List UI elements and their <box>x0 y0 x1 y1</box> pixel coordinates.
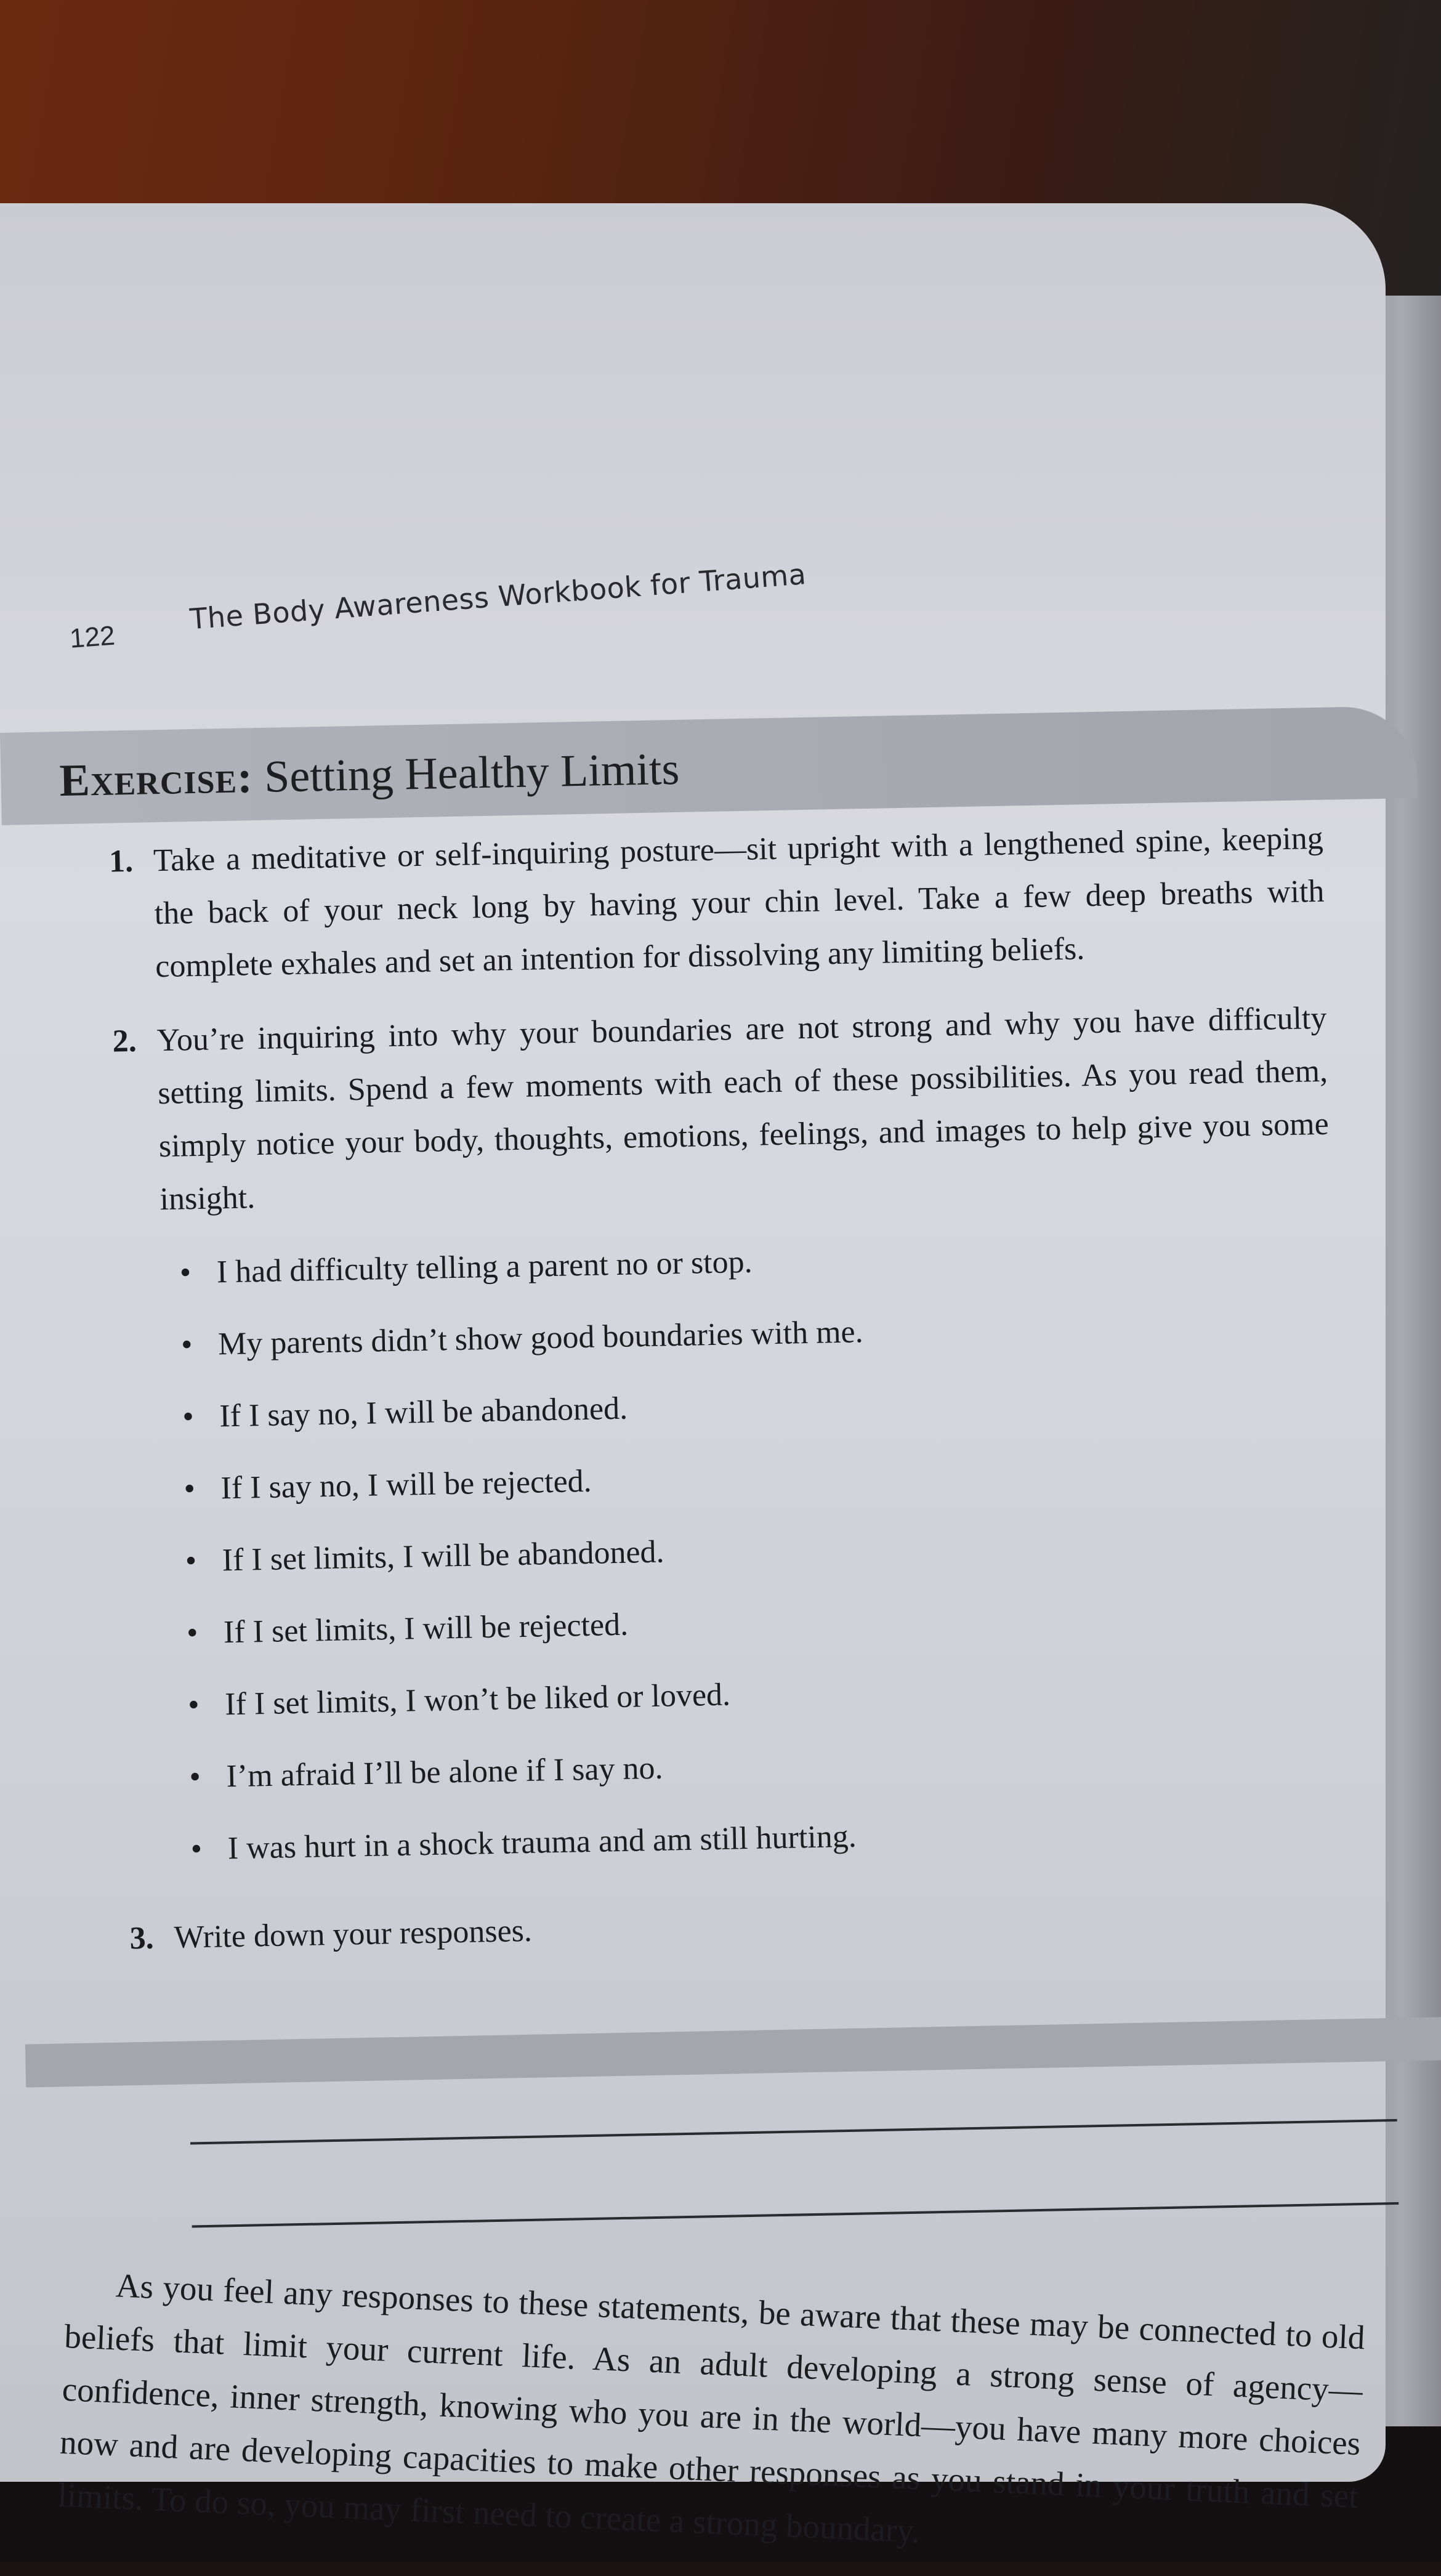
exercise-content <box>60 812 1349 2197</box>
step-number: 3. <box>129 1920 155 1956</box>
running-title: The Body Awareness Workbook for Trauma <box>188 557 807 636</box>
bullet-icon: • <box>187 1687 200 1723</box>
list-item-text: If I set limits, I won’t be liked or loved. <box>224 1677 731 1722</box>
page-header <box>53 411 918 654</box>
list-item-text: If I set limits, I will be rejected. <box>223 1607 629 1650</box>
list-item-text: I’m afraid I’ll be alone if I say no. <box>226 1750 663 1795</box>
bullet-icon: • <box>180 1327 193 1363</box>
step-number: 1. <box>108 843 134 879</box>
step-number: 2. <box>112 1023 137 1059</box>
step-text: You’re inquiring into why your boundaries are not strong and why you have difficulty setting limits. Spend a few moments with each of these possibilities. As you read them, simply notice your body, thoughts, emotions, feelings, and images to help give you some insight. <box>156 1000 1330 1217</box>
list-item-text: If I say no, I will be rejected. <box>220 1463 592 1506</box>
list-item-text: I had difficulty telling a parent no or stop. <box>216 1244 753 1290</box>
bullet-icon: • <box>179 1255 192 1291</box>
step-text: Write down your responses. <box>174 1913 533 1955</box>
list-item-text: My parents didn’t show good boundaries with me. <box>217 1314 864 1362</box>
bullet-icon: • <box>186 1615 198 1651</box>
exercise-box <box>0 706 1412 2112</box>
bullet-icon: • <box>185 1543 197 1579</box>
response-line <box>192 2202 1399 2228</box>
page-number: 122 <box>68 620 116 654</box>
bullet-icon: • <box>190 1831 203 1867</box>
exercise-step-2 <box>64 992 1330 1228</box>
possibility-list <box>68 1225 1343 1897</box>
exercise-title-main: Setting Healthy Limits <box>264 743 680 802</box>
bullet-icon: • <box>189 1759 201 1795</box>
book-page <box>0 203 1386 2550</box>
list-item-text: If I set limits, I will be abandoned. <box>222 1534 664 1578</box>
bullet-icon: • <box>184 1471 196 1507</box>
step-text: Take a meditative or self-inquiring posture—sit upright with a lengthened spine, keeping the back of your neck long by having your chin level. Take a few deep breaths with complete exhales and set an intention for dissolving any limiting beliefs. <box>153 820 1325 985</box>
list-item-text: If I say no, I will be abandoned. <box>219 1391 628 1434</box>
exercise-step-1 <box>60 812 1326 995</box>
exercise-step-3 <box>81 1889 1344 1966</box>
closing-paragraph: As you feel any responses to these statements, be aware that these may be connected to old beliefs that limit your current life. As an adult developing a strong sense of agency—confidence, inner strength, knowing who you are in the world—you have many more choices now and are developing capacities to make other responses as you stand in your truth and set limits. To do so, you may first need to create a strong boundary. <box>57 2266 1366 2550</box>
exercise-title-prefix: Exercise: <box>59 752 254 807</box>
response-line <box>190 2119 1397 2145</box>
bullet-icon: • <box>182 1399 195 1435</box>
list-item-text: I was hurt in a shock trauma and am still hurting. <box>227 1819 857 1867</box>
